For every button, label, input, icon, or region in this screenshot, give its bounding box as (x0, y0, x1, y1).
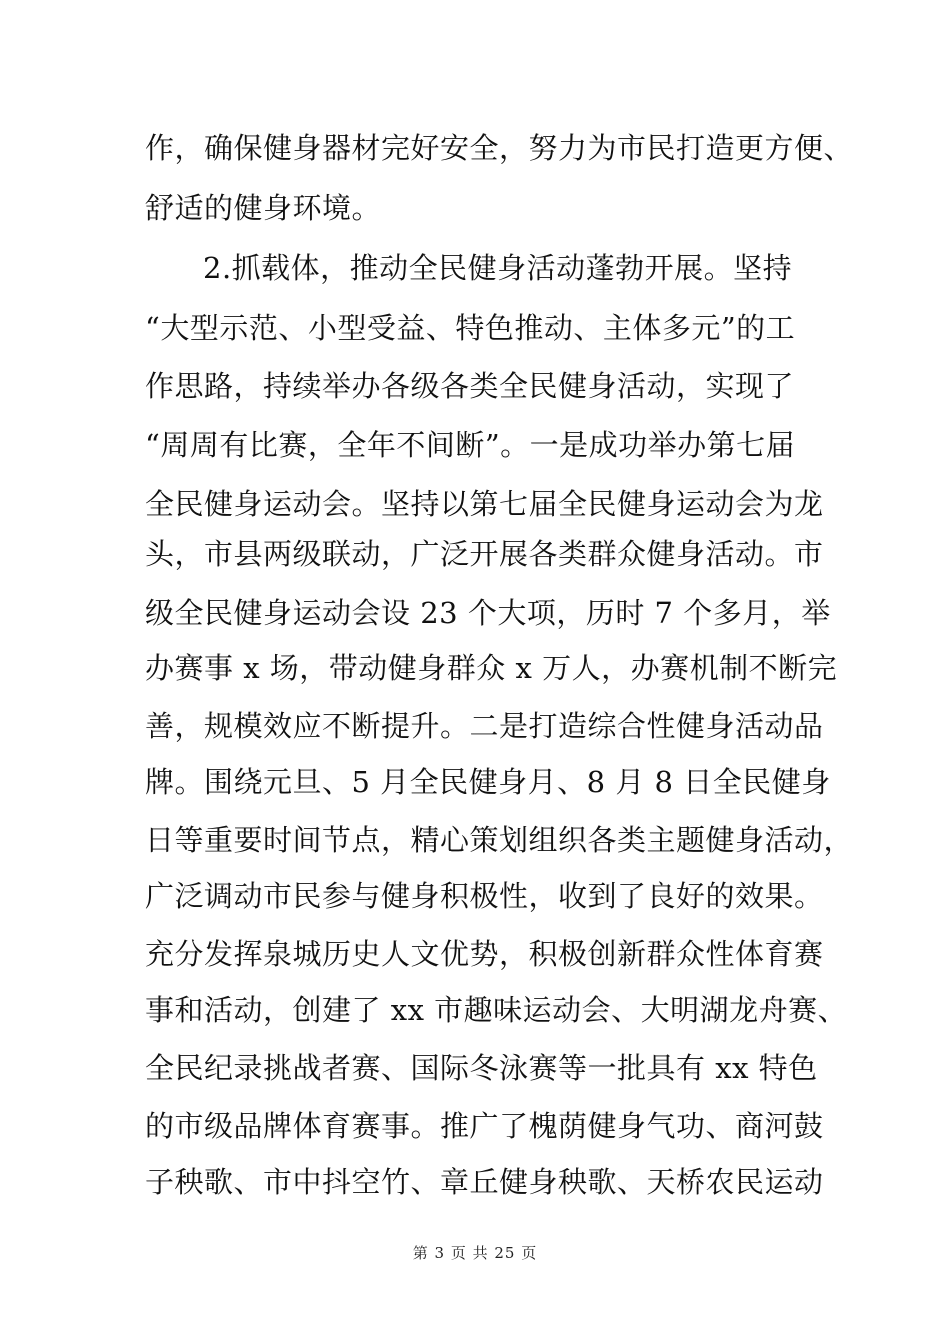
text-line: 善，规模效应不断提升。二是打造综合性健身活动品 (145, 709, 824, 743)
text-line: 作思路，持续举办各级各类全民健身活动，实现了 (145, 369, 795, 403)
text-line: 事和活动，创建了 xx 市趣味运动会、大明湖龙舟赛、 (145, 993, 848, 1027)
text-line: 头，市县两级联动，广泛开展各类群众健身活动。市 (145, 537, 824, 571)
text-line: “周周有比赛，全年不间断”。一是成功举办第七届 (145, 428, 796, 462)
text-line: 牌。围绕元旦、5 月全民健身月、8 月 8 日全民健身 (145, 765, 831, 799)
text-line: 全民纪录挑战者赛、国际冬泳赛等一批具有 xx 特色 (145, 1051, 818, 1085)
text-line: 的市级品牌体育赛事。推广了槐荫健身气功、商河鼓 (145, 1109, 824, 1143)
text-line: “大型示范、小型受益、特色推动、主体多元”的工 (145, 311, 796, 345)
paragraph-start-line: 2.抓载体，推动全民健身活动蓬勃开展。坚持 (203, 251, 793, 285)
text-line: 日等重要时间节点，精心策划组织各类主题健身活动， (145, 823, 854, 857)
text-line: 广泛调动市民参与健身积极性，收到了良好的效果。 (145, 879, 824, 913)
text-line: 作，确保健身器材完好安全，努力为市民打造更方便、 (145, 131, 854, 165)
text-line: 舒适的健身环境。 (145, 191, 382, 225)
text-line: 充分发挥泉城历史人文优势，积极创新群众性体育赛 (145, 937, 824, 971)
text-line: 级全民健身运动会设 23 个大项，历时 7 个多月，举 (145, 596, 831, 630)
page-number-footer: 第 3 页 共 25 页 (412, 1244, 538, 1262)
text-line: 子秧歌、市中抖空竹、章丘健身秧歌、天桥农民运动 (145, 1165, 824, 1199)
text-line: 全民健身运动会。坚持以第七届全民健身运动会为龙 (145, 487, 824, 521)
text-line: 办赛事 x 场，带动健身群众 x 万人，办赛机制不断完 (145, 651, 838, 685)
